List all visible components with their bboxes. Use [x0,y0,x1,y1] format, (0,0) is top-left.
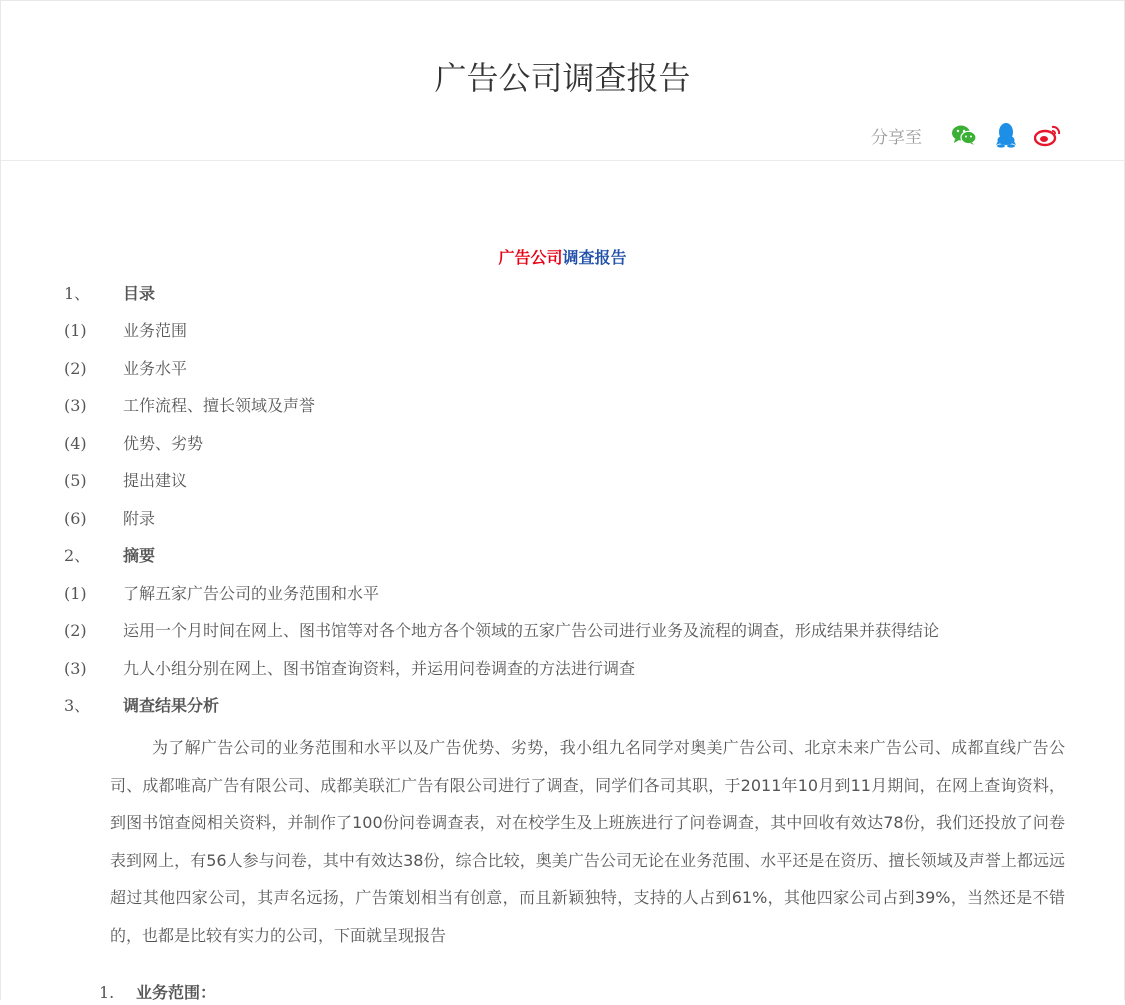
list-item-number: (5) [64,471,87,490]
list-item-number: (3) [64,659,87,678]
list-item-text: 调查结果分析 [123,696,220,715]
list-item-number: (2) [64,359,87,378]
subsection-text: 业务范围： [136,983,217,1002]
list-item-number: 1、 [64,284,91,303]
weibo-icon[interactable] [1034,121,1062,149]
list-item-text: 提出建议 [123,471,188,490]
document-title-part2: 调查报告 [562,248,627,267]
list-item-text: 了解五家广告公司的业务范围和水平 [123,584,380,603]
document-title [1,245,1124,268]
list-item-text: 附录 [123,509,156,528]
list-item-number: 3、 [64,696,91,715]
list-item-text: 工作流程、擅长领域及声誉 [123,396,316,415]
list-item-text: 优势、劣势 [123,434,204,453]
page-title: 广告公司调查报告 [434,59,691,97]
list-item-text: 九人小组分别在网上、图书馆查询资料，并运用问卷调查的方法进行调查 [123,659,636,678]
list-item-text: 运用一个月时间在网上、图书馆等对各个地方各个领域的五家广告公司进行业务及流程的调查，形成结果并获得结论 [123,621,940,640]
list-item-text: 摘要 [123,546,156,565]
list-item-number: (1) [64,584,87,603]
document-title-part1: 广告公司 [498,248,563,267]
list-item-number: (6) [64,509,87,528]
share-label: 分享至 [871,127,922,148]
list-item-number: (3) [64,396,87,415]
subsection-number: 1. [99,983,115,1002]
list-item-text: 业务范围 [123,321,188,340]
list-item-number: 2、 [64,546,91,565]
list-item-text: 业务水平 [123,359,188,378]
list-item-number: (2) [64,621,87,640]
article-header [1,1,1124,161]
list-item-number: (4) [64,434,87,453]
wechat-icon[interactable] [950,121,978,149]
share-bar [871,121,1062,149]
list-item-text: 目录 [123,284,156,303]
list-item-number: (1) [64,321,87,340]
qq-icon[interactable] [992,121,1020,149]
analysis-paragraph: 为了解广告公司的业务范围和水平以及广告优势、劣势，我小组九名同学对奥美广告公司、北京未来广告公司、成都直线广告公司、成都唯高广告有限公司、成都美联汇广告有限公司进行了调查，同学们各司其职，于2011年10月到11月期间，在网上查询资料，到图书馆查阅相关资料，并制作了100份问卷调查表，对在校学生及上班族进行了问卷调查，其中回收有效达78份，我们还投放了问卷表到网上，有56人参与问卷，其中有效达38份，综合比较，奥美广告公司无论在业务范围、水平还是在资历、擅长领域及声誉上都远远超过其他四家公司，其声名远扬，广告策划相当有创意，而且新颖独特，支持的人占到61%，其他四家公司占到39%，当然还是不错的，也都是比较有实力的公司，下面就呈现报告 [110,738,1065,945]
